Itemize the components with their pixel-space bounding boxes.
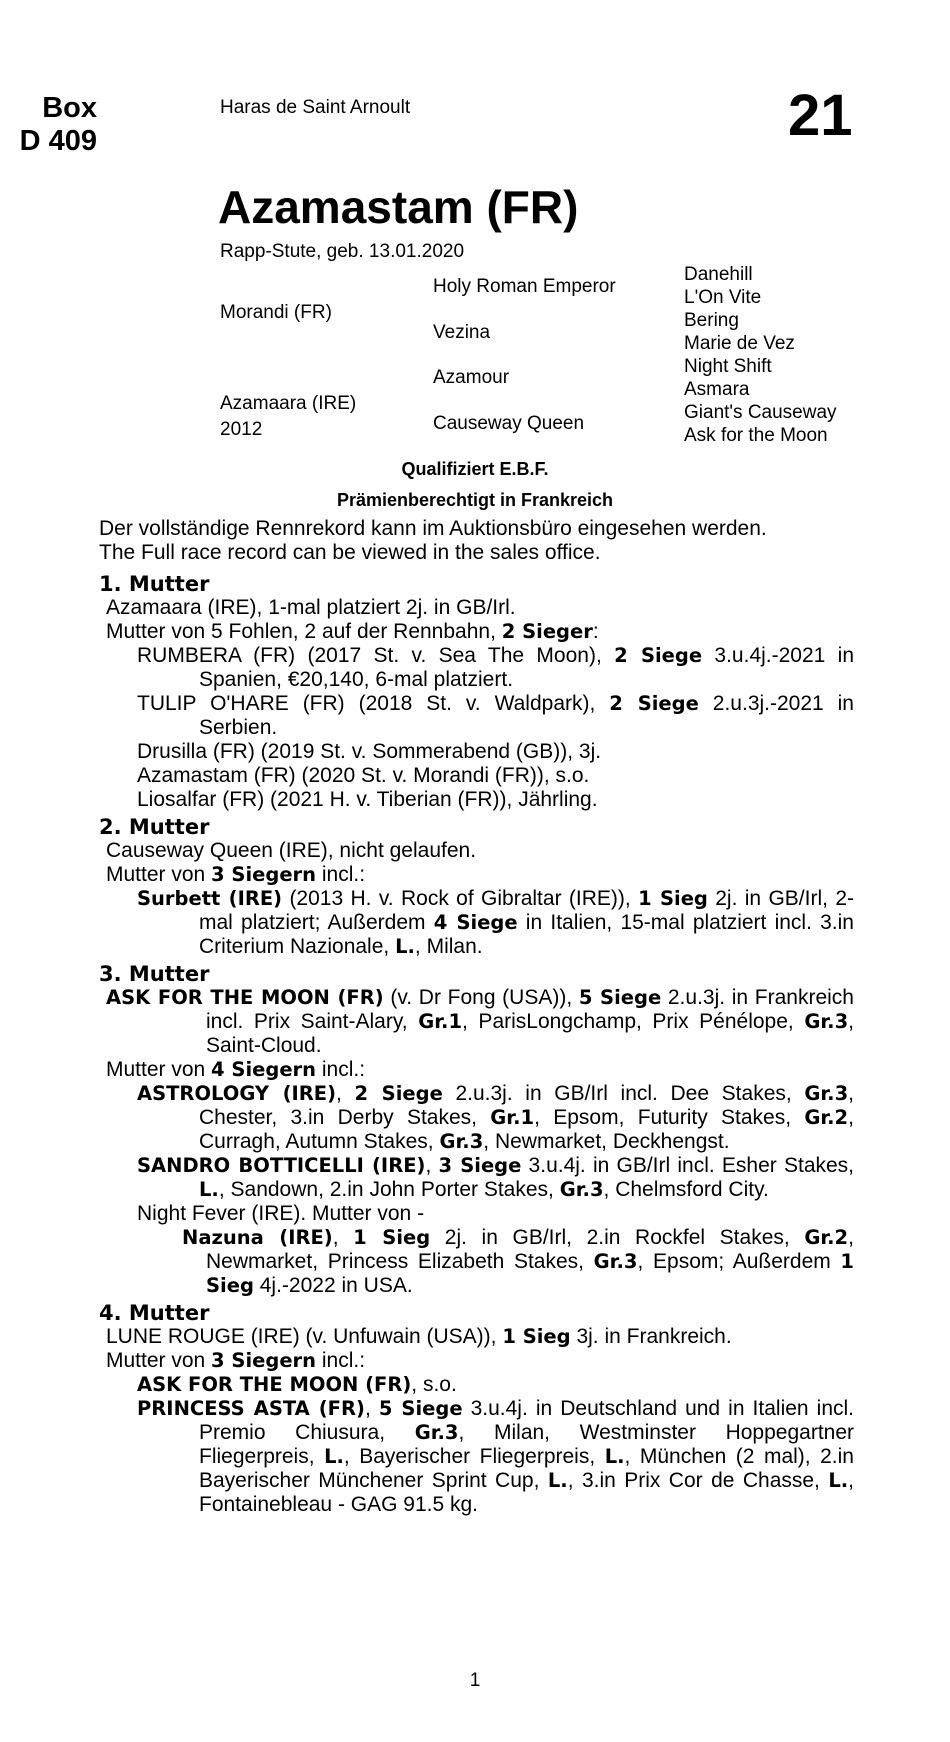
pedigree-gen3: Asmara — [684, 379, 750, 400]
pedigree-gen3: Ask for the Moon — [684, 425, 828, 446]
produce-summary: Mutter von 5 Fohlen, 2 auf der Rennbahn, 2 Sieger: — [106, 620, 599, 643]
race-record-note-de: Der vollständige Rennrekord kann im Auktionsbüro eingesehen werden. — [99, 517, 767, 540]
box-label: Box — [42, 92, 97, 124]
section-2nd-dam — [99, 815, 854, 959]
produce-entry: Night Fever (IRE). Mutter von - — [137, 1202, 425, 1225]
section-4th-dam — [99, 1301, 854, 1517]
produce-entry: Azamastam (FR) (2020 St. v. Morandi (FR)), s.o. — [137, 764, 590, 787]
section-title: 1. Mutter — [99, 572, 210, 596]
catalogue-body — [99, 572, 854, 1520]
qualification-ebf: Qualifiziert E.B.F. — [401, 459, 549, 479]
pedigree-gen2: Vezina — [433, 322, 491, 343]
pedigree-gen2: Causeway Queen — [433, 413, 585, 434]
dam-line: LUNE ROUGE (IRE) (v. Unfuwain (USA)), 1 Sieg 3j. in Frankreich. — [106, 1325, 732, 1348]
pedigree-dam-year: 2012 — [220, 419, 263, 440]
lot-number: 21 — [788, 83, 853, 148]
produce-entry: ASK FOR THE MOON (FR), s.o. — [137, 1373, 457, 1396]
pedigree-sire: Morandi (FR) — [220, 302, 332, 323]
pedigree-gen3: Marie de Vez — [684, 333, 795, 354]
produce-summary: Mutter von 3 Siegern incl.: — [106, 863, 366, 886]
pedigree-gen2: Azamour — [433, 367, 510, 388]
section-title: 3. Mutter — [99, 962, 210, 986]
pedigree-gen3: Danehill — [684, 264, 753, 285]
produce-summary: Mutter von 3 Siegern incl.: — [106, 1349, 366, 1372]
pedigree-gen3: L'On Vite — [684, 287, 762, 308]
page-number: 1 — [469, 1670, 481, 1691]
produce-entry: Drusilla (FR) (2019 St. v. Sommerabend (GB)), 3j. — [137, 740, 602, 763]
pedigree-gen3: Night Shift — [684, 356, 772, 377]
pedigree-gen2: Holy Roman Emperor — [433, 276, 616, 297]
dam-line: Causeway Queen (IRE), nicht gelaufen. — [106, 839, 477, 862]
box-label-block — [20, 92, 97, 158]
dam-line: ASK FOR THE MOON (FR) (v. Dr Fong (USA)), 5 Siege 2.u.3j. in Frankreich incl. Prix Saint-Alary, Gr.1, ParisLongchamp, Prix Pénélope, Gr.3, Saint-Cloud. — [106, 986, 854, 1057]
dam-line: Azamaara (IRE), 1-mal platziert 2j. in GB/Irl. — [106, 596, 516, 619]
pedigree-gen3: Giant's Causeway — [684, 402, 837, 423]
produce-entry: Surbett (IRE) (2013 H. v. Rock of Gibraltar (IRE)), 1 Sieg 2j. in GB/Irl, 2-mal platziert; Außerdem 4 Siege in Italien, 15-mal platziert incl. 3.in Criterium Nazionale, L., Milan. — [137, 887, 854, 958]
grand-produce-entry: Nazuna (IRE), 1 Sieg 2j. in GB/Irl, 2.in Rockfel Stakes, Gr.2, Newmarket, Princess Elizabeth Stakes, Gr.3, Epsom; Außerdem 1 Sieg 4j.-2022 in USA. — [182, 1226, 854, 1297]
pedigree-gen3: Bering — [684, 310, 739, 331]
qualification-france: Prämienberechtigt in Frankreich — [336, 490, 614, 510]
produce-entry: SANDRO BOTTICELLI (IRE), 3 Siege 3.u.4j. in GB/Irl incl. Esher Stakes, L., Sandown, 2.in John Porter Stakes, Gr.3, Chelmsford City. — [137, 1154, 855, 1201]
section-3rd-dam — [99, 962, 854, 1298]
section-1st-dam — [99, 572, 854, 812]
produce-summary: Mutter von 4 Siegern incl.: — [106, 1058, 366, 1081]
produce-entry: TULIP O'HARE (FR) (2018 St. v. Waldpark), 2 Siege 2.u.3j.-2021 in Serbien. — [137, 692, 854, 739]
produce-entry: RUMBERA (FR) (2017 St. v. Sea The Moon), 2 Siege 3.u.4j.-2021 in Spanien, €20,140, 6-mal platziert. — [137, 644, 854, 691]
box-number: D 409 — [19, 125, 97, 157]
produce-entry: Liosalfar (FR) (2021 H. v. Tiberian (FR)), Jährling. — [137, 788, 598, 811]
horse-description: Rapp-Stute, geb. 13.01.2020 — [220, 241, 465, 262]
produce-entry: PRINCESS ASTA (FR), 5 Siege 3.u.4j. in Deutschland und in Italien incl. Premio Chiusura, Gr.3, Milan, Westminster Hoppegartner Fliegerpreis, L., Bayerischer Fliegerpreis, L., München (2 mal), 2.in Bayerischer Münchener Sprint Cup, L., 3.in Prix Cor de Chasse, L., Fontainebleau - GAG 91.5 kg. — [137, 1397, 855, 1516]
race-record-note-en: The Full race record can be viewed in the sales office. — [99, 541, 601, 564]
consignor: Haras de Saint Arnoult — [220, 97, 411, 118]
section-title: 2. Mutter — [99, 815, 210, 839]
section-title: 4. Mutter — [99, 1301, 210, 1325]
horse-name: Azamastam (FR) — [218, 181, 579, 233]
pedigree-dam: Azamaara (IRE) — [220, 393, 357, 414]
produce-entry: ASTROLOGY (IRE), 2 Siege 2.u.3j. in GB/Irl incl. Dee Stakes, Gr.3, Chester, 3.in Derby Stakes, Gr.1, Epsom, Futurity Stakes, Gr.2, Curragh, Autumn Stakes, Gr.3, Newmarket, Deckhengst. — [137, 1082, 855, 1153]
